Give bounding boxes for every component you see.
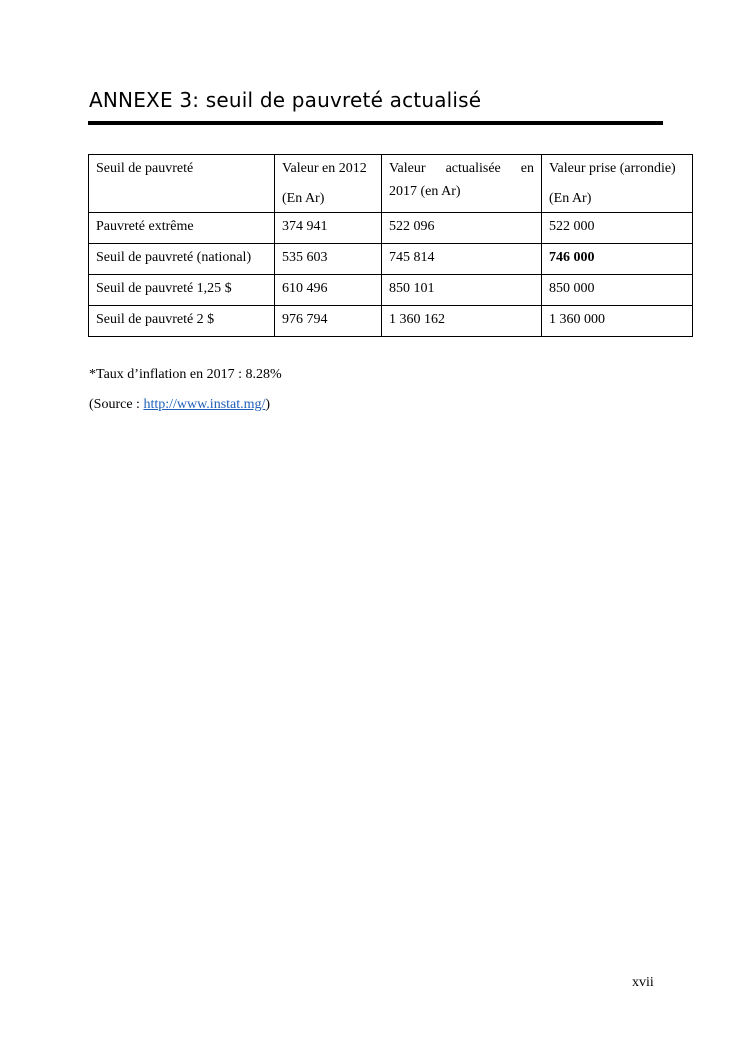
row-value-2012: 374 941 <box>275 213 382 244</box>
row-label: Seuil de pauvreté 2 $ <box>89 306 275 337</box>
row-value-2017: 522 096 <box>382 213 542 244</box>
header-value-2017-line1: Valeur actualisée en <box>389 161 534 176</box>
header-rounded-value <box>542 155 693 213</box>
table-row <box>89 213 693 244</box>
header-value-2017 <box>382 155 542 213</box>
row-rounded-value: 746 000 <box>542 244 693 275</box>
source-prefix: (Source : <box>89 397 144 412</box>
table-header-row <box>89 155 693 213</box>
header-threshold: Seuil de pauvreté <box>89 155 275 213</box>
table-row <box>89 244 693 275</box>
header-rounded-line2: (En Ar) <box>549 191 592 206</box>
row-rounded-value: 850 000 <box>542 275 693 306</box>
row-label: Seuil de pauvreté (national) <box>89 244 275 275</box>
title-underline <box>88 121 663 125</box>
source-suffix: ) <box>265 397 271 412</box>
page-title: ANNEXE 3: seuil de pauvreté actualisé <box>89 88 482 112</box>
row-label: Pauvreté extrême <box>89 213 275 244</box>
row-rounded-value: 1 360 000 <box>542 306 693 337</box>
row-rounded-value: 522 000 <box>542 213 693 244</box>
header-value-2012-line1: Valeur en 2012 <box>282 161 367 176</box>
source-link[interactable]: http://www.instat.mg/ <box>143 397 266 412</box>
row-value-2017: 1 360 162 <box>382 306 542 337</box>
row-value-2017: 850 101 <box>382 275 542 306</box>
row-value-2012: 535 603 <box>275 244 382 275</box>
row-value-2017: 745 814 <box>382 244 542 275</box>
row-label: Seuil de pauvreté 1,25 $ <box>89 275 275 306</box>
table-row <box>89 275 693 306</box>
source-line <box>89 397 270 413</box>
header-value-2017-line2: 2017 (en Ar) <box>389 184 461 199</box>
inflation-note: *Taux d’inflation en 2017 : 8.28% <box>89 367 282 382</box>
table-row <box>89 306 693 337</box>
row-value-2012: 976 794 <box>275 306 382 337</box>
header-rounded-line1: Valeur prise (arrondie) <box>549 161 676 176</box>
page-number: xvii <box>632 975 654 990</box>
header-value-2012-line2: (En Ar) <box>282 191 325 206</box>
poverty-threshold-table <box>88 154 693 337</box>
header-value-2012 <box>275 155 382 213</box>
row-value-2012: 610 496 <box>275 275 382 306</box>
